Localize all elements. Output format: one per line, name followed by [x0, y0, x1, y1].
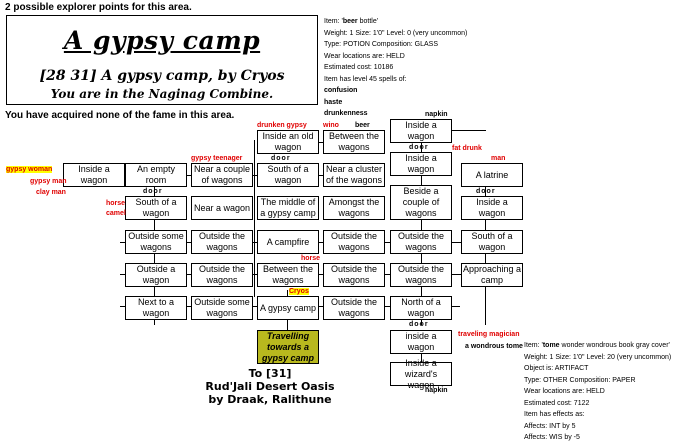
area-subtitle: [28 31] A gypsy camp, by Cryos	[39, 68, 285, 84]
room-north-wagon[interactable]: North of a wagon	[390, 296, 452, 320]
room-beside-couple[interactable]: Beside a couple of wagons	[390, 185, 452, 220]
room-inside-old-wagon[interactable]: Inside an old wagon	[257, 130, 319, 154]
room-outside-some-1[interactable]: Outside some wagons	[125, 230, 187, 254]
npc-wino: wino	[323, 122, 339, 129]
room-amongst[interactable]: Amongst the wagons	[323, 196, 385, 220]
door-label: door	[476, 188, 496, 195]
room-near-cluster[interactable]: Near a cluster of the wagons	[323, 163, 385, 187]
destination-line3: by Draak, Ralithune	[208, 393, 332, 406]
npc-drunken-gypsy: drunken gypsy	[257, 122, 307, 129]
object-beer: beer	[355, 122, 370, 129]
room-south-wagon-b[interactable]: South of a wagon	[125, 196, 187, 220]
npc-cryos: Cryos	[289, 288, 309, 295]
room-south-wagon-c[interactable]: South of a wagon	[461, 230, 523, 254]
room-inside-wagon[interactable]: Inside a wagon	[63, 163, 125, 187]
area-name: A gypsy camp	[63, 26, 261, 55]
npc-traveling-magician: traveling magician	[458, 331, 520, 338]
object-napkin-top: napkin	[425, 111, 448, 118]
npc-gypsy-man: gypsy man	[30, 178, 67, 185]
npc-gypsy-woman: gypsy woman	[6, 166, 53, 173]
room-south-wagon[interactable]: South of a wagon	[257, 163, 319, 187]
destination-line2: Rud'Jali Desert Oasis	[205, 380, 335, 393]
room-outside-some-2[interactable]: Outside some wagons	[191, 296, 253, 320]
fame-text: You have acquired none of the fame in this area.	[5, 110, 235, 121]
room-latrine[interactable]: A latrine	[461, 163, 523, 187]
room-campfire[interactable]: A campfire	[257, 230, 319, 254]
npc-clay-man: clay man	[36, 189, 66, 196]
door-label: door	[409, 321, 429, 328]
room-outside-wagon[interactable]: Outside a wagon	[125, 263, 187, 287]
room-outside-the-6[interactable]: Outside the wagons	[390, 263, 452, 287]
room-between-wagons-top[interactable]: Between the wagons	[323, 130, 385, 154]
door-label: door	[409, 144, 429, 151]
room-next-to[interactable]: Next to a wagon	[125, 296, 187, 320]
room-between-wagons-mid[interactable]: Between the wagons	[257, 263, 319, 287]
area-title-box	[6, 15, 318, 105]
room-inside-wagon-b[interactable]: Inside a wagon	[390, 152, 452, 176]
room-near-couple[interactable]: Near a couple of wagons	[191, 163, 253, 187]
item-info-tome: Item: 'tome wonder wondrous book gray cover' Weight: 1 Size: 1'0" Level: 20 (very uncommon) Object is: ARTIFACT Type: OTHER Composition: PAPER Wear locations are: HELD Estimated cost: 7122 Item has effects as: Affects: INT by 5 Affects: WIS by -5	[524, 342, 672, 441]
npc-fat-drunk: fat drunk	[452, 145, 482, 152]
room-middle-camp[interactable]: The middle of a gypsy camp	[257, 196, 319, 220]
npc-man: man	[491, 155, 506, 162]
room-outside-the-1[interactable]: Outside the wagons	[191, 230, 253, 254]
door-label: door	[271, 155, 291, 162]
room-outside-the-3[interactable]: Outside the wagons	[390, 230, 452, 254]
room-near-wagon[interactable]: Near a wagon	[191, 196, 253, 220]
destination-line1: To [31]	[248, 367, 292, 380]
explorer-points: 2 possible explorer points for this area.	[5, 2, 192, 13]
room-travelling-current[interactable]: Travelling towards a gypsy camp	[257, 330, 319, 364]
room-inside-wagon-top[interactable]: Inside a wagon	[390, 119, 452, 143]
room-inside-wagon-c[interactable]: Inside a wagon	[461, 196, 523, 220]
area-location: You are in the Naginag Combine.	[50, 87, 274, 101]
object-wondrous-tome: a wondrous tome	[465, 343, 523, 350]
room-inside-a-wagon[interactable]: inside a wagon	[390, 330, 452, 354]
item-info-beer: Item: 'beer bottle' Weight: 1 Size: 1'0" Level: 0 (very uncommon) Type: POTION Composition: GLASS Wear locations are: HELD Estimated cost: 10186 Item has level 45 spells of: confusion haste drunkenness	[324, 18, 468, 117]
room-gypsy-camp[interactable]: A gypsy camp	[257, 296, 319, 320]
npc-horse-mid: horse	[301, 255, 321, 262]
room-outside-the-2[interactable]: Outside the wagons	[323, 230, 385, 254]
door-label: door	[143, 188, 163, 195]
object-napkin-bottom: napkin	[425, 387, 448, 394]
room-outside-the-5[interactable]: Outside the wagons	[323, 263, 385, 287]
npc-gypsy-teenager: gypsy teenager	[191, 155, 243, 162]
room-wizard-wagon[interactable]: Inside a wizard's wagon	[390, 362, 452, 386]
room-outside-the-7[interactable]: Outside the wagons	[323, 296, 385, 320]
npc-camel: camel	[106, 210, 126, 217]
npc-horse-left: horse	[106, 200, 126, 207]
room-outside-the-4[interactable]: Outside the wagons	[191, 263, 253, 287]
room-empty-room[interactable]: An empty room	[125, 163, 187, 187]
room-approaching[interactable]: Approaching a camp	[462, 264, 522, 285]
